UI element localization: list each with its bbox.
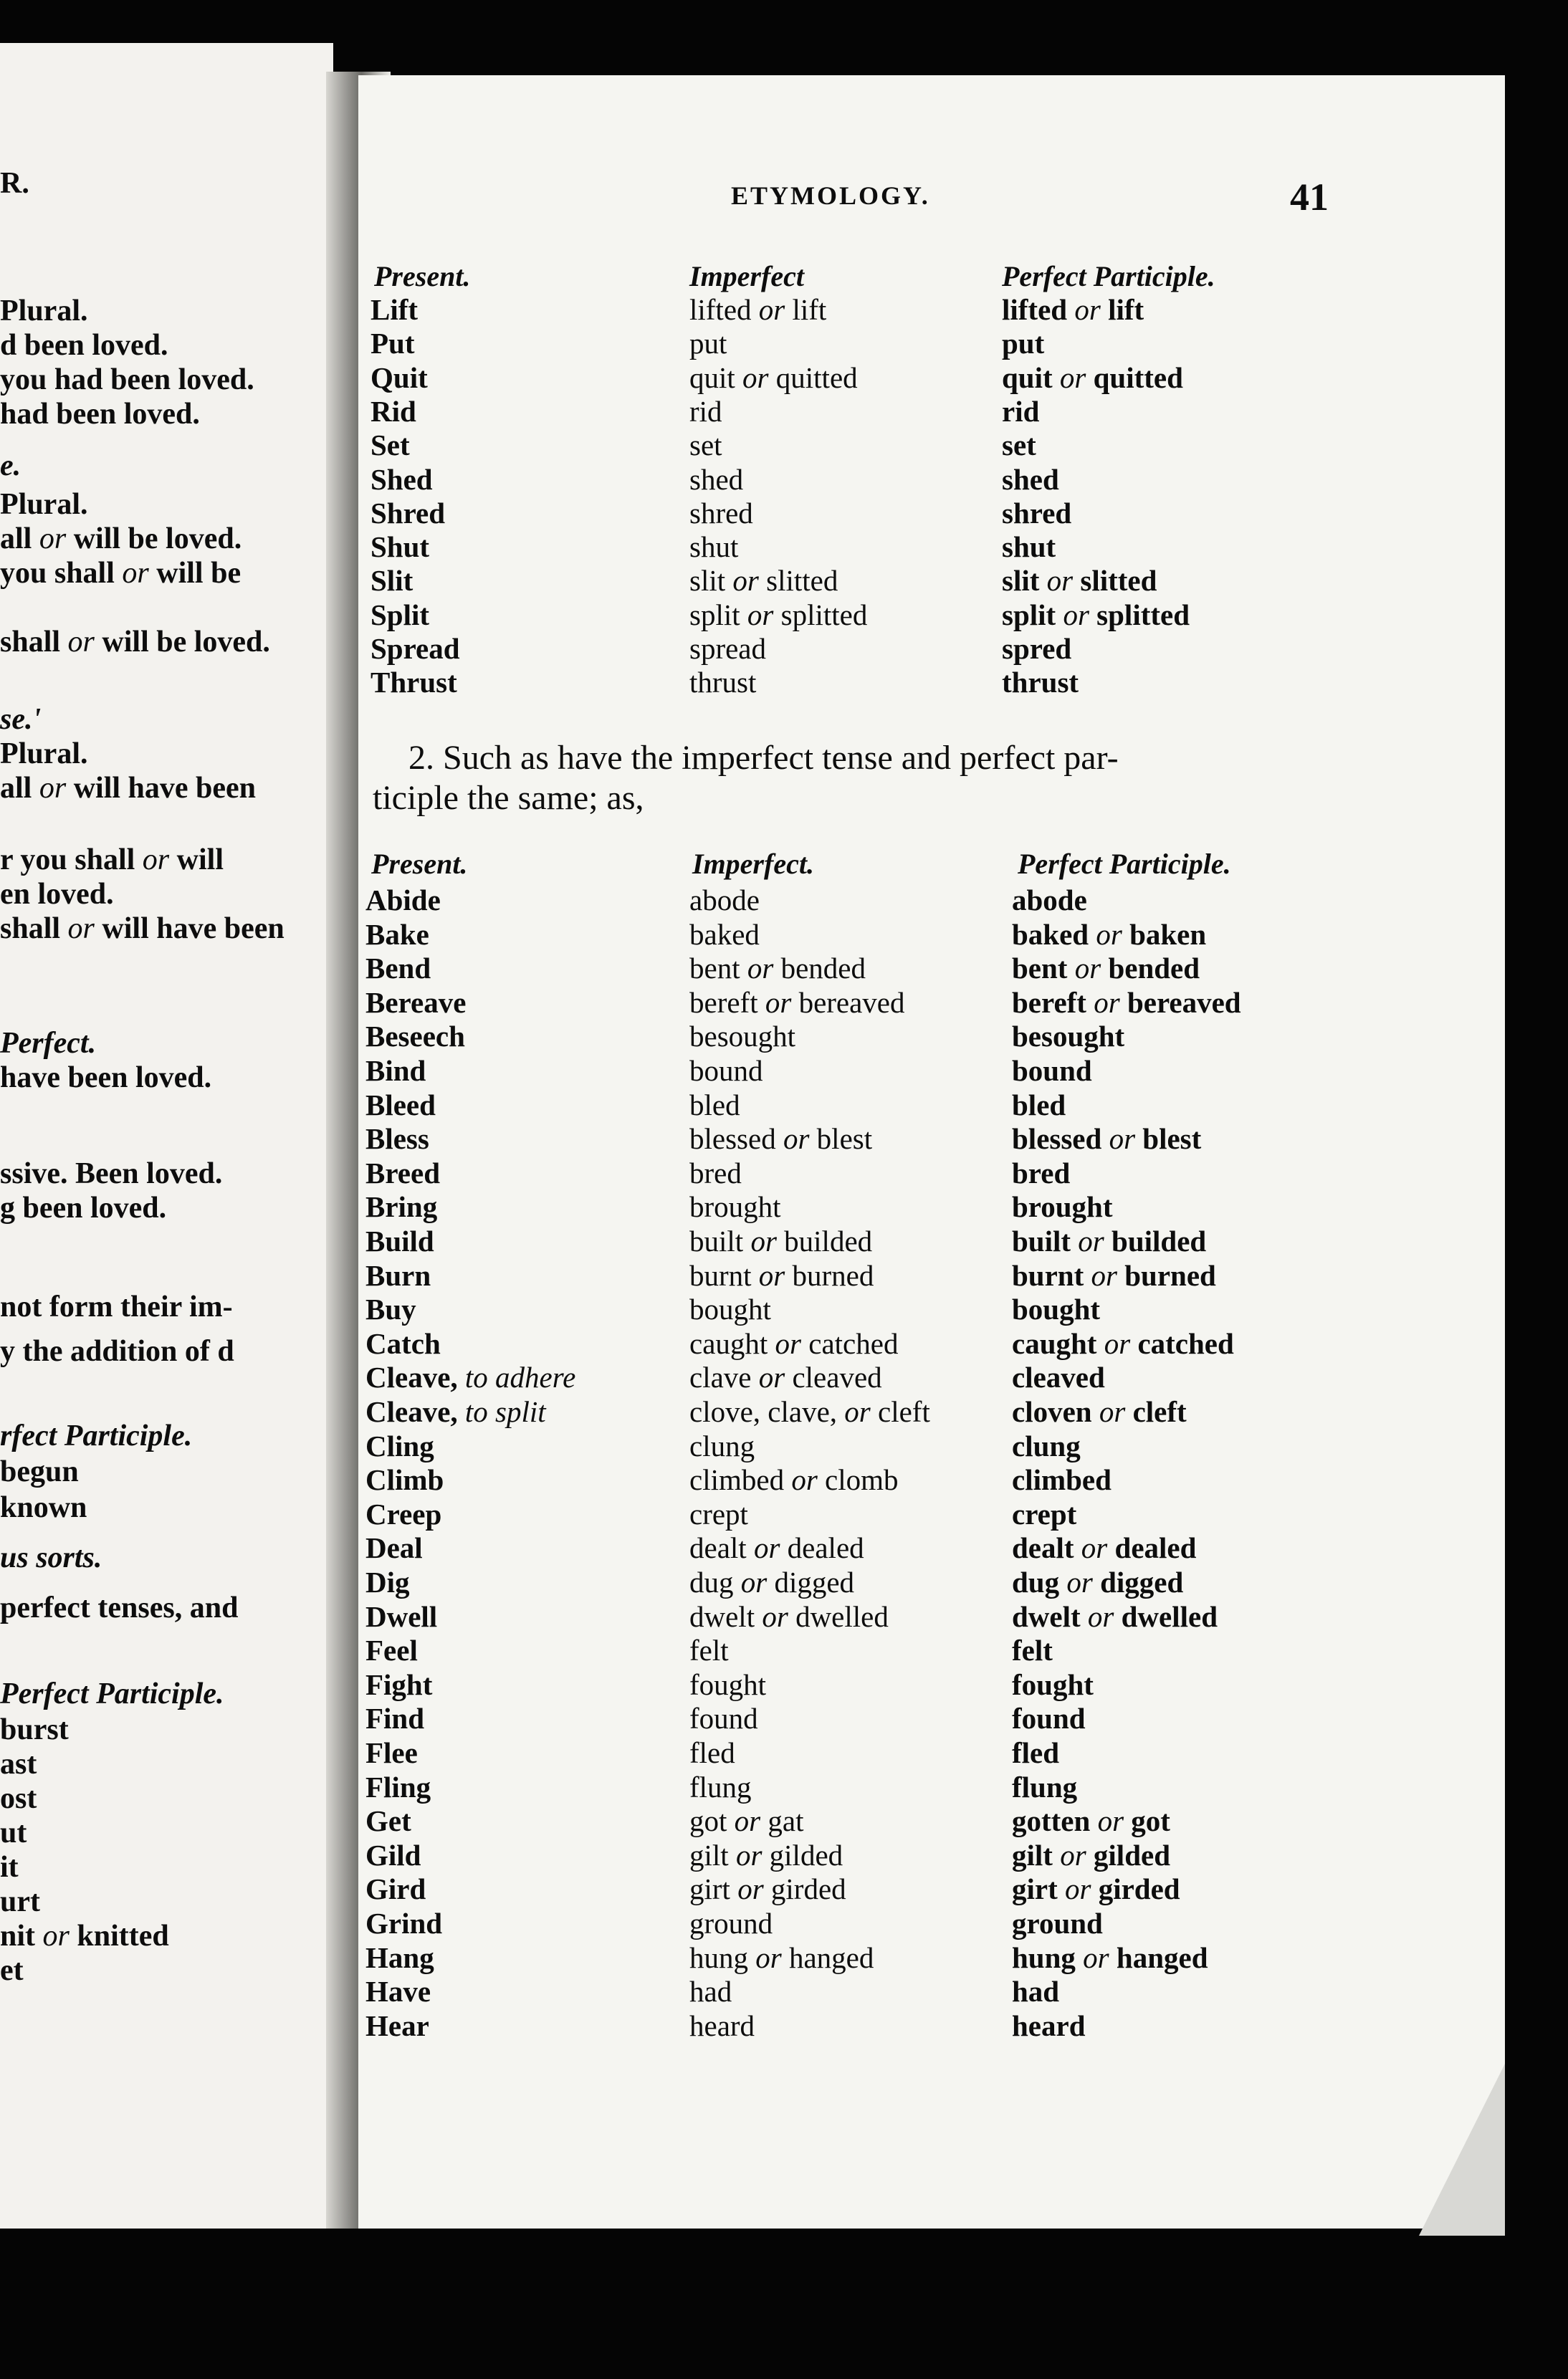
present-form: Rid	[371, 394, 416, 428]
or-conjunction: or	[1052, 360, 1094, 394]
or-conjunction: or	[751, 293, 793, 326]
present-form: Cleave, to adhere	[365, 1361, 576, 1394]
imperfect-form: climbed or clomb	[689, 1463, 899, 1497]
participle-form: fought	[1012, 1667, 1094, 1701]
or-conjunction: or	[837, 1395, 878, 1428]
verb-row	[0, 1190, 1147, 1223]
verb-row	[0, 1736, 1147, 1769]
present-form: Cling	[365, 1429, 434, 1463]
imperfect-form: besought	[689, 1020, 796, 1053]
running-head: ETYMOLOGY.	[731, 181, 930, 210]
imperfect-form: hung or hanged	[689, 1940, 874, 1974]
or-conjunction: or	[35, 1920, 77, 1953]
present-form: Thrust	[371, 666, 457, 699]
or-conjunction: or	[1096, 1326, 1138, 1360]
participle-form: dealt or dealed	[1012, 1531, 1197, 1565]
left-page-line: Perfect.	[0, 1027, 97, 1060]
imperfect-form: found	[689, 1702, 758, 1736]
participle-form: bent or bended	[1012, 952, 1200, 985]
imperfect-form: quit or quitted	[689, 360, 858, 394]
participle-form: clung	[1012, 1429, 1081, 1463]
left-page-line: ssive. Been loved.	[0, 1157, 223, 1190]
left-page-line: R.	[0, 167, 29, 200]
left-page-line: en loved.	[0, 878, 114, 911]
verb-row	[0, 1633, 1147, 1667]
section-2-line-2: ticiple the same; as,	[373, 779, 644, 817]
or-conjunction: or	[746, 1531, 788, 1565]
participle-form: crept	[1012, 1497, 1077, 1531]
present-form: Dwell	[365, 1599, 438, 1633]
verb-row	[0, 1872, 1180, 1906]
imperfect-form: caught or catched	[689, 1326, 899, 1360]
participle-form: bereft or bereaved	[1012, 985, 1241, 1019]
participle-form: shred	[1002, 496, 1072, 530]
or-conjunction: or	[135, 843, 177, 876]
or-conjunction: or	[730, 1872, 771, 1906]
present-form: Get	[365, 1804, 411, 1838]
present-form: Gird	[365, 1872, 426, 1906]
imperfect-form: girt or girded	[689, 1872, 846, 1906]
present-form: Feel	[365, 1634, 418, 1667]
left-page-line: it	[0, 1851, 19, 1884]
participle-form: bound	[1012, 1054, 1092, 1087]
or-conjunction: or	[740, 598, 781, 631]
present-form: Buy	[365, 1293, 416, 1326]
participle-form: hung or hanged	[1012, 1940, 1208, 1974]
verb-row	[0, 1770, 1147, 1804]
left-page-line: urt	[0, 1885, 40, 1918]
verb-row	[0, 1838, 1170, 1872]
or-conjunction: or	[740, 952, 781, 985]
table1-header-present: Present.	[374, 260, 471, 292]
or-conjunction: or	[1080, 1599, 1122, 1633]
present-form: Bereave	[365, 985, 467, 1019]
verb-row	[0, 1463, 1147, 1496]
left-page-line: ast	[0, 1748, 37, 1781]
imperfect-form: baked	[689, 917, 760, 951]
participle-form: gilt or gilded	[1012, 1838, 1170, 1872]
imperfect-form: blessed or blest	[689, 1122, 873, 1156]
verb-row	[0, 1940, 1208, 1974]
or-conjunction: or	[725, 564, 767, 598]
imperfect-form: abode	[689, 884, 760, 916]
present-form: Catch	[365, 1326, 441, 1360]
present-form: Bring	[365, 1190, 438, 1224]
imperfect-form: bereft or bereaved	[689, 985, 905, 1019]
imperfect-form: dwelt or dwelled	[689, 1599, 889, 1633]
participle-form: found	[1012, 1702, 1086, 1736]
imperfect-form: shed	[689, 462, 744, 496]
present-form: Flee	[365, 1736, 418, 1769]
present-form: Deal	[365, 1531, 423, 1565]
participle-form: quit or quitted	[1002, 360, 1183, 394]
or-conjunction: or	[60, 912, 102, 945]
or-conjunction: or	[1071, 1225, 1112, 1258]
imperfect-form: dug or digged	[689, 1566, 855, 1599]
or-conjunction: or	[1052, 1838, 1094, 1872]
participle-form: gotten or got	[1012, 1804, 1170, 1838]
left-page-line: begun	[0, 1455, 79, 1488]
imperfect-form: bound	[689, 1054, 763, 1087]
imperfect-form: clave or cleaved	[689, 1361, 882, 1394]
verb-row	[0, 2009, 1147, 2042]
imperfect-form: clove, clave, or cleft	[689, 1395, 930, 1428]
verb-row	[0, 1531, 1197, 1565]
left-page-line: not form their im-	[0, 1291, 233, 1323]
imperfect-form: crept	[689, 1497, 748, 1531]
or-conjunction: or	[751, 1258, 793, 1292]
participle-form: split or splitted	[1002, 598, 1190, 631]
or-conjunction: or	[784, 1463, 826, 1497]
left-page-line: shall or will be loved.	[0, 626, 270, 659]
present-form: Breed	[365, 1156, 441, 1190]
present-form: Gild	[365, 1838, 421, 1872]
participle-form: besought	[1012, 1020, 1125, 1053]
imperfect-form: bled	[689, 1088, 740, 1121]
participle-form: brought	[1012, 1190, 1113, 1224]
present-form: Climb	[365, 1463, 444, 1497]
participle-form: bled	[1012, 1088, 1066, 1121]
verb-row	[0, 951, 1200, 985]
left-page-line: r you shall or will	[0, 843, 224, 876]
participle-form: felt	[1012, 1634, 1053, 1667]
verb-row	[0, 1906, 1147, 1940]
left-page-line: you shall or will be	[0, 557, 242, 590]
imperfect-form: rid	[689, 394, 722, 428]
or-conjunction: or	[1039, 564, 1081, 598]
participle-form: burnt or burned	[1012, 1258, 1216, 1292]
or-conjunction: or	[755, 1599, 796, 1633]
imperfect-form: had	[689, 1975, 732, 2009]
verb-row	[0, 1019, 1147, 1053]
or-conjunction: or	[1067, 293, 1109, 326]
left-page-line: us sorts.	[0, 1541, 102, 1574]
imperfect-form: split or splitted	[689, 598, 868, 631]
participle-form: slit or slitted	[1002, 564, 1157, 598]
participle-form: had	[1012, 1975, 1060, 2009]
left-page-line: shall or will have been	[0, 912, 285, 945]
or-conjunction: or	[1084, 1258, 1125, 1292]
participle-form: built or builded	[1012, 1225, 1207, 1258]
or-conjunction: or	[1059, 1566, 1101, 1599]
imperfect-form: heard	[689, 2009, 755, 2042]
left-page-line: perfect tenses, and	[0, 1591, 239, 1624]
imperfect-form: bred	[689, 1156, 742, 1190]
present-form: Creep	[365, 1497, 442, 1531]
imperfect-form: felt	[689, 1634, 729, 1667]
participle-form: fled	[1012, 1736, 1060, 1769]
or-conjunction: or	[1074, 1531, 1115, 1565]
left-page-line: burst	[0, 1713, 69, 1746]
left-page-line: se.'	[0, 703, 42, 736]
participle-form: put	[1002, 327, 1045, 360]
participle-form: dug or digged	[1012, 1566, 1184, 1599]
participle-form: lifted or lift	[1002, 293, 1144, 326]
left-page-line: have been loved.	[0, 1061, 212, 1094]
or-conjunction: or	[1075, 1940, 1117, 1974]
imperfect-form: thrust	[689, 666, 757, 699]
imperfect-form: put	[689, 327, 727, 360]
imperfect-form: shred	[689, 496, 753, 530]
imperfect-form: burnt or burned	[689, 1258, 874, 1292]
or-conjunction: or	[1086, 985, 1127, 1019]
or-conjunction: or	[1089, 917, 1130, 951]
present-form: Quit	[371, 360, 428, 394]
or-conjunction: or	[748, 1940, 789, 1974]
imperfect-form: shut	[689, 530, 739, 564]
left-page-line: all or will have been	[0, 772, 257, 805]
left-page-line: e.	[0, 449, 21, 482]
left-page-line: Perfect Participle.	[0, 1677, 224, 1710]
or-conjunction: or	[743, 1225, 785, 1258]
imperfect-form: built or builded	[689, 1225, 873, 1258]
participle-form: shut	[1002, 530, 1056, 564]
present-form: Spread	[371, 632, 460, 665]
imperfect-form: ground	[689, 1907, 773, 1940]
participle-form: ground	[1012, 1907, 1103, 1940]
present-form: Slit	[371, 564, 413, 598]
present-form: Hear	[365, 2009, 429, 2042]
imperfect-form: lifted or lift	[689, 293, 827, 326]
left-page-line: you had been loved.	[0, 363, 254, 396]
present-form: Have	[365, 1975, 431, 2009]
verb-row	[0, 1224, 1207, 1258]
present-form: Build	[365, 1225, 434, 1258]
or-conjunction: or	[1056, 598, 1097, 631]
participle-form: blessed or blest	[1012, 1122, 1202, 1156]
left-page-line: ost	[0, 1782, 37, 1815]
present-form: Dig	[365, 1566, 410, 1599]
present-form: Cleave, to split	[365, 1395, 546, 1428]
page-number: 41	[1290, 176, 1329, 219]
table2-header-present: Present.	[371, 848, 468, 880]
left-page-line: ut	[0, 1816, 27, 1849]
table1-header-imperfect: Imperfect	[689, 260, 804, 292]
present-form: Find	[365, 1702, 425, 1736]
participle-form: girt or girded	[1012, 1872, 1180, 1906]
or-conjunction: or	[1101, 1122, 1143, 1156]
left-page-line: all or will be loved.	[0, 522, 242, 555]
or-conjunction: or	[1091, 1395, 1133, 1428]
section-2-line-1: 2. Such as have the imperfect tense and perfect par-	[408, 739, 1119, 777]
present-form: Bind	[365, 1054, 426, 1087]
participle-form: baked or baken	[1012, 917, 1207, 951]
present-form: Beseech	[365, 1020, 465, 1053]
participle-form: bought	[1012, 1293, 1101, 1326]
or-conjunction: or	[1057, 1872, 1099, 1906]
verb-row	[0, 1121, 1202, 1156]
section-2-heading	[373, 738, 1340, 818]
participle-form: cleaved	[1012, 1361, 1105, 1394]
present-form: Shed	[371, 462, 433, 496]
imperfect-form: flung	[689, 1770, 752, 1804]
present-form: Burn	[365, 1258, 431, 1292]
imperfect-form: fought	[689, 1667, 767, 1701]
participle-form: climbed	[1012, 1463, 1112, 1497]
present-form: Shut	[371, 530, 430, 564]
imperfect-form: fled	[689, 1736, 735, 1769]
imperfect-form: dealt or dealed	[689, 1531, 864, 1565]
participle-form: spred	[1002, 632, 1072, 665]
participle-form: flung	[1012, 1770, 1078, 1804]
present-form: Abide	[365, 884, 441, 916]
present-form: Grind	[365, 1907, 443, 1940]
left-page-line: Plural.	[0, 737, 88, 770]
left-page-line: nit or knitted	[0, 1920, 169, 1953]
participle-form: cloven or cleft	[1012, 1395, 1187, 1428]
or-conjunction: or	[727, 1804, 768, 1838]
present-form: Put	[371, 327, 415, 360]
sense-note: to split	[457, 1395, 546, 1428]
left-page-line: rfect Participle.	[0, 1420, 193, 1452]
left-page-line: had been loved.	[0, 398, 200, 431]
or-conjunction: or	[1090, 1804, 1132, 1838]
left-page-line: d been loved.	[0, 329, 168, 362]
left-page-line: Plural.	[0, 295, 88, 327]
imperfect-form: set	[689, 429, 722, 462]
left-page-line: Plural.	[0, 488, 88, 521]
participle-form: shed	[1002, 462, 1059, 496]
verb-row	[0, 428, 1147, 461]
present-form: Split	[371, 598, 430, 631]
verb-row	[0, 985, 1241, 1019]
participle-form: dwelt or dwelled	[1012, 1599, 1218, 1633]
verb-row	[0, 1258, 1216, 1292]
or-conjunction: or	[32, 772, 74, 805]
participle-form: heard	[1012, 2009, 1086, 2042]
or-conjunction: or	[775, 1122, 817, 1156]
present-form: Bake	[365, 917, 429, 951]
left-page-line: known	[0, 1491, 87, 1524]
table2-header-imperfect: Imperfect.	[692, 848, 814, 880]
present-form: Set	[371, 429, 410, 462]
participle-form: thrust	[1002, 666, 1079, 699]
left-page-line: et	[0, 1954, 24, 1987]
present-form: Shred	[371, 496, 446, 530]
or-conjunction: or	[757, 985, 799, 1019]
or-conjunction: or	[728, 1838, 770, 1872]
verb-row	[0, 665, 1147, 699]
imperfect-form: bent or bended	[689, 952, 866, 985]
participle-form: abode	[1012, 884, 1087, 916]
imperfect-form: spread	[689, 632, 767, 665]
imperfect-form: got or gat	[689, 1804, 804, 1838]
verb-row	[0, 1974, 1147, 2008]
present-form: Fight	[365, 1667, 433, 1701]
present-form: Lift	[371, 293, 419, 326]
present-form: Hang	[365, 1940, 434, 1974]
or-conjunction: or	[60, 626, 102, 659]
left-page-line: g been loved.	[0, 1192, 167, 1225]
present-form: Bend	[365, 952, 431, 985]
sense-note: to adhere	[457, 1361, 576, 1394]
imperfect-form: bought	[689, 1293, 771, 1326]
present-form: Fling	[365, 1770, 431, 1804]
or-conjunction: or	[32, 522, 74, 555]
or-conjunction: or	[768, 1326, 809, 1360]
or-conjunction: or	[733, 1566, 775, 1599]
verb-row	[0, 326, 1147, 360]
participle-form: rid	[1002, 394, 1040, 428]
table1-header-participle: Perfect Participle.	[1002, 260, 1215, 292]
table2-header-participle: Perfect Participle.	[1018, 848, 1231, 880]
imperfect-form: slit or slitted	[689, 564, 838, 598]
present-form: Bleed	[365, 1088, 436, 1121]
or-conjunction: or	[735, 360, 776, 394]
verb-row	[0, 292, 1147, 326]
or-conjunction: or	[751, 1361, 793, 1394]
participle-form: caught or catched	[1012, 1326, 1234, 1360]
present-form: Bless	[365, 1122, 429, 1156]
verb-row	[0, 1804, 1170, 1838]
left-page-line: y the addition of d	[0, 1335, 234, 1368]
imperfect-form: clung	[689, 1429, 755, 1463]
verb-row	[0, 462, 1147, 496]
participle-form: set	[1002, 429, 1036, 462]
imperfect-form: gilt or gilded	[689, 1838, 843, 1872]
verb-row	[0, 1497, 1147, 1531]
or-conjunction: or	[114, 557, 157, 590]
or-conjunction: or	[1067, 952, 1109, 985]
participle-form: bred	[1012, 1156, 1071, 1190]
imperfect-form: brought	[689, 1190, 781, 1224]
